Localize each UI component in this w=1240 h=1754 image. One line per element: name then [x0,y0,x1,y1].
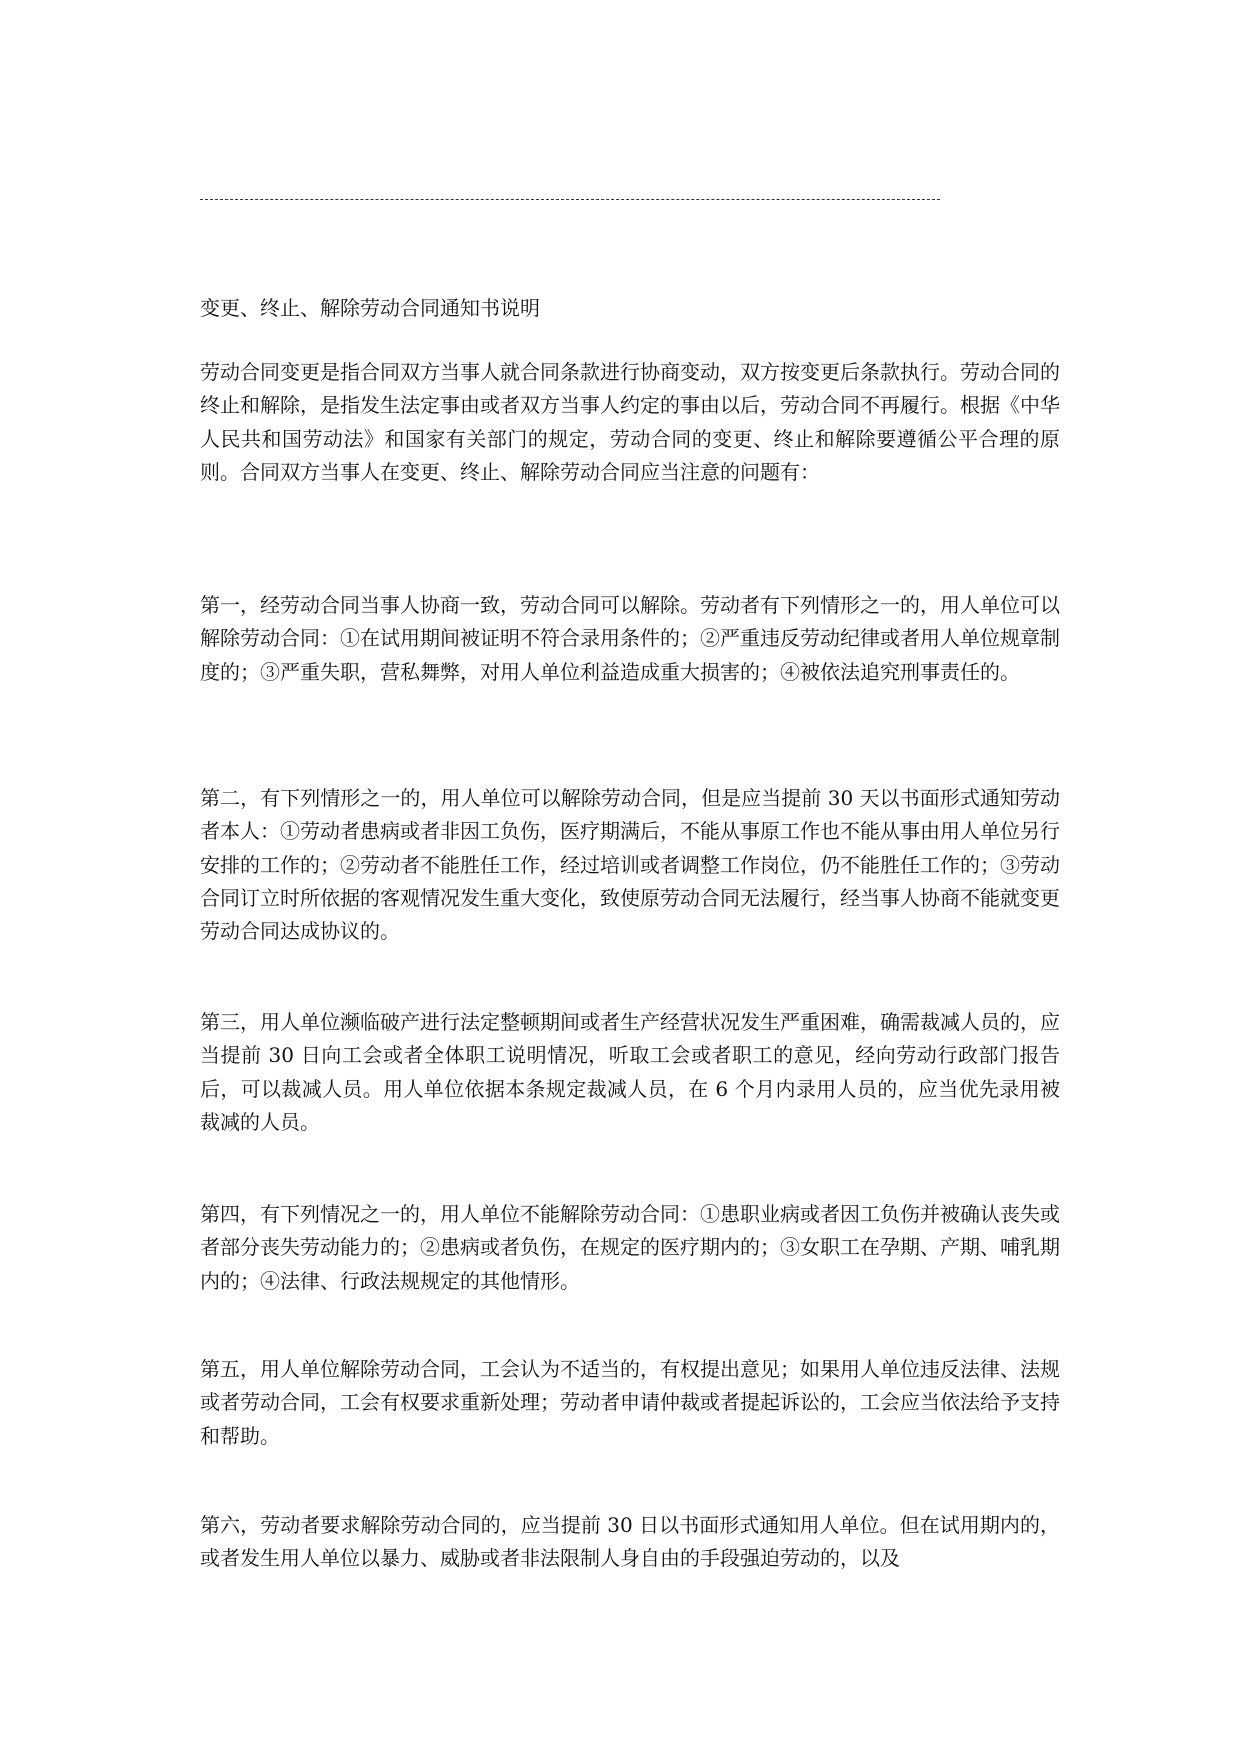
intro-paragraph: 劳动合同变更是指合同双方当事人就合同条款进行协商变动，双方按变更后条款执行。劳动合同的终止和解除，是指发生法定事由或者双方当事人约定的事由以后，劳动合同不再履行。根据《中华人民共和国劳动法》和国家有关部门的规定，劳动合同的变更、终止和解除要遵循公平合理的原则。合同双方当事人在变更、终止、解除劳动合同应当注意的问题有： [200,360,1060,484]
clause-paragraph-2: 第二，有下列情形之一的，用人单位可以解除劳动合同，但是应当提前 30 天以书面形式通知劳动者本人：①劳动者患病或者非因工负伤，医疗期满后，不能从事原工作也不能从事由用人单位另行安排的工作的；②劳动者不能胜任工作，经过培训或者调整工作岗位，仍不能胜任工作的；③劳动合同订立时所依据的客观情况发生重大变化，致使原劳动合同无法履行，经当事人协商不能就变更劳动合同达成协议的。 [200,786,1060,944]
clause-paragraph-1: 第一，经劳动合同当事人协商一致，劳动合同可以解除。劳动者有下列情形之一的，用人单位可以解除劳动合同：①在试用期间被证明不符合录用条件的；②严重违反劳动纪律或者用人单位规章制度的；③严重失职，营私舞弊，对用人单位利益造成重大损害的；④被依法追究刑事责任的。 [200,593,1060,684]
clause-paragraph-5: 第五，用人单位解除劳动合同，工会认为不适当的，有权提出意见；如果用人单位违反法律、法规或者劳动合同，工会有权要求重新处理；劳动者申请仲裁或者提起诉讼的，工会应当依法给予支持和帮助。 [200,1357,1060,1448]
separator-line [200,199,940,200]
clause-paragraph-4: 第四，有下列情况之一的，用人单位不能解除劳动合同：①患职业病或者因工负伤并被确认丧失或者部分丧失劳动能力的；②患病或者负伤，在规定的医疗期内的；③女职工在孕期、产期、哺乳期内的；④法律、行政法规规定的其他情形。 [200,1202,1060,1293]
document-title: 变更、终止、解除劳动合同通知书说明 [200,296,540,320]
clause-paragraph-6: 第六，劳动者要求解除劳动合同的，应当提前 30 日以书面形式通知用人单位。但在试用期内的，或者发生用人单位以暴力、威胁或者非法限制人身自由的手段强迫劳动的，以及 [200,1513,1060,1571]
clause-paragraph-3: 第三，用人单位濒临破产进行法定整顿期间或者生产经营状况发生严重困难，确需裁减人员的，应当提前 30 日向工会或者全体职工说明情况，听取工会或者职工的意见，经向劳动行政部门报告后，可以裁减人员。用人单位依据本条规定裁减人员，在 6 个月内录用人员的，应当优先录用被裁减的人员。 [200,1010,1060,1134]
